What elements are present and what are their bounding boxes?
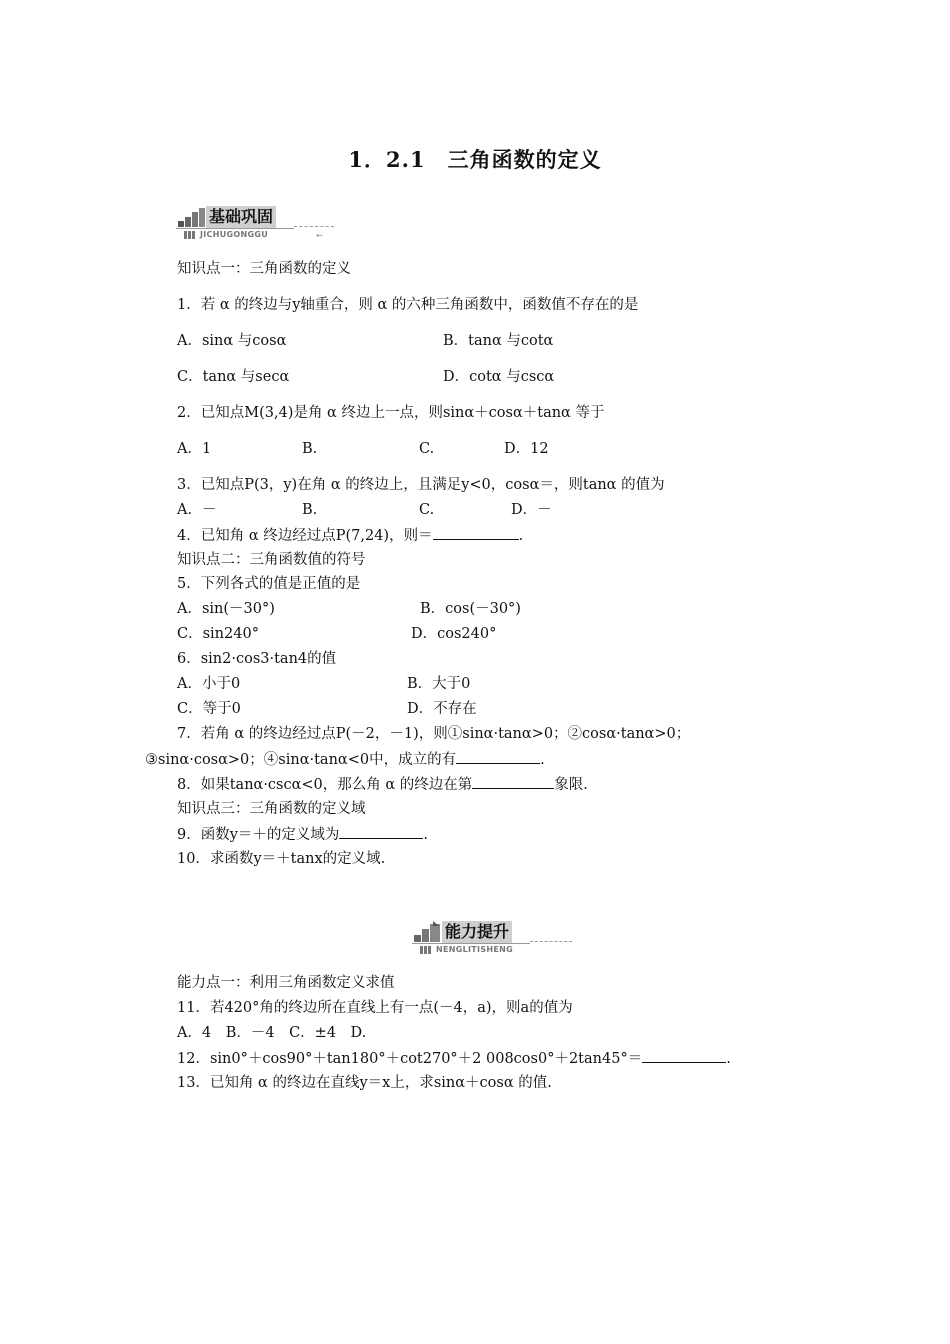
question-3-stem: 3．已知点P(3，y)在角 α 的终边上，且满足y<0，cosα＝，则tanα 的值为 [177, 477, 665, 493]
question-2-option-c: C. [419, 441, 435, 457]
question-7-line-2-text: ③sinα·cosα>0；④sinα·tanα<0中，成立的有 [145, 752, 457, 768]
question-9-stem: 9．函数y＝＋的定义域为 [177, 827, 340, 843]
question-5-stem: 5．下列各式的值是正值的是 [177, 576, 361, 592]
question-8-end: 象限. [554, 777, 588, 793]
question-13-stem: 13．已知角 α 的终边在直线y＝x上，求sinα＋cosα 的值. [177, 1075, 552, 1091]
question-1-stem: 1．若 α 的终边与y轴重合，则 α 的六种三角函数中，函数值不存在的是 [177, 297, 639, 313]
question-10-stem: 10．求函数y＝＋tanx的定义域. [177, 851, 386, 867]
ability-point-heading: 能力点一：利用三角函数定义求值 [177, 975, 395, 991]
question-8 [177, 774, 588, 795]
question-9-end: . [423, 827, 429, 843]
section-label-basic: 基础巩固 [206, 206, 276, 228]
question-1-option-b: B．tanα 与cotα [443, 333, 554, 349]
answer-blank [456, 749, 540, 764]
question-7-line-1: 7．若角 α 的终边经过点P(－2，－1)，则①sinα·tanα>0；②cosα·tanα>0； [177, 726, 691, 742]
question-2-option-b: B. [302, 441, 318, 457]
answer-blank [433, 525, 519, 540]
question-6-option-d: D．不存在 [407, 701, 477, 717]
question-2-option-a: A．1 [177, 441, 212, 457]
dashed-divider [294, 226, 334, 227]
question-12 [177, 1048, 731, 1069]
question-4-stem: 4．已知角 α 终边经过点P(7,24)，则＝ [177, 528, 433, 544]
question-6-option-a: A．小于0 [177, 676, 241, 692]
answer-blank [642, 1048, 726, 1063]
question-7-end: . [540, 752, 545, 768]
arrow-icon: ← [316, 231, 323, 240]
answer-blank [472, 774, 554, 789]
knowledge-point-heading: 知识点三：三角函数的定义域 [177, 801, 366, 817]
stairs-icon [176, 206, 206, 228]
question-12-end: . [726, 1051, 731, 1067]
question-9 [177, 824, 428, 845]
question-1-option-a: A．sinα 与cosα [177, 333, 287, 349]
section-badge-basic [176, 206, 341, 240]
question-1-option-d: D．cotα 与cscα [443, 369, 555, 385]
question-4-end: . [518, 528, 524, 544]
bars-icon [184, 231, 196, 239]
question-7-line-2 [145, 749, 545, 770]
question-3-option-c: C. [419, 502, 435, 518]
bars-icon [420, 946, 432, 954]
question-6-option-b: B．大于0 [407, 676, 471, 692]
question-6-option-c: C．等于0 [177, 701, 241, 717]
divider [176, 228, 294, 229]
question-6-stem: 6．sin2·cos3·tan4的值 [177, 651, 337, 667]
divider [412, 943, 530, 944]
question-5-option-b: B．cos(－30°) [420, 601, 521, 617]
question-3-option-a: A．－ [177, 502, 217, 518]
question-5-option-c: C．sin240° [177, 626, 259, 642]
question-5-option-d: D．cos240° [411, 626, 497, 642]
question-2-stem: 2．已知点M(3,4)是角 α 终边上一点，则sinα＋cosα＋tanα 等于 [177, 405, 605, 421]
dashed-divider [530, 941, 572, 942]
page-title: 1．2.1 三角函数的定义 [348, 147, 602, 172]
question-11-options: A．4 B．－4 C．±4 D. [177, 1025, 367, 1041]
section-label-advanced: 能力提升 [442, 921, 512, 943]
stairs-icon [412, 921, 442, 943]
question-4 [177, 525, 523, 546]
question-2-option-d: D．12 [504, 441, 549, 457]
question-11-stem: 11．若420°角的终边所在直线上有一点(－4，a)，则a的值为 [177, 1000, 573, 1016]
section-badge-advanced [412, 921, 577, 955]
answer-blank [339, 824, 423, 839]
question-3-option-b: B. [302, 502, 318, 518]
section-pinyin-advanced: NENGLITISHENG [436, 945, 514, 954]
question-12-stem: 12．sin0°＋cos90°＋tan180°＋cot270°＋2 008cos0°＋2tan45°＝ [177, 1051, 643, 1067]
question-5-option-a: A．sin(－30°) [177, 601, 275, 617]
knowledge-point-heading: 知识点二：三角函数值的符号 [177, 552, 366, 568]
section-pinyin-basic: JICHUGONGGU [200, 230, 269, 239]
question-8-stem: 8．如果tanα·cscα<0，那么角 α 的终边在第 [177, 777, 473, 793]
knowledge-point-heading: 知识点一：三角函数的定义 [177, 261, 351, 277]
question-1-option-c: C．tanα 与secα [177, 369, 290, 385]
question-3-option-d: D．－ [511, 502, 552, 518]
